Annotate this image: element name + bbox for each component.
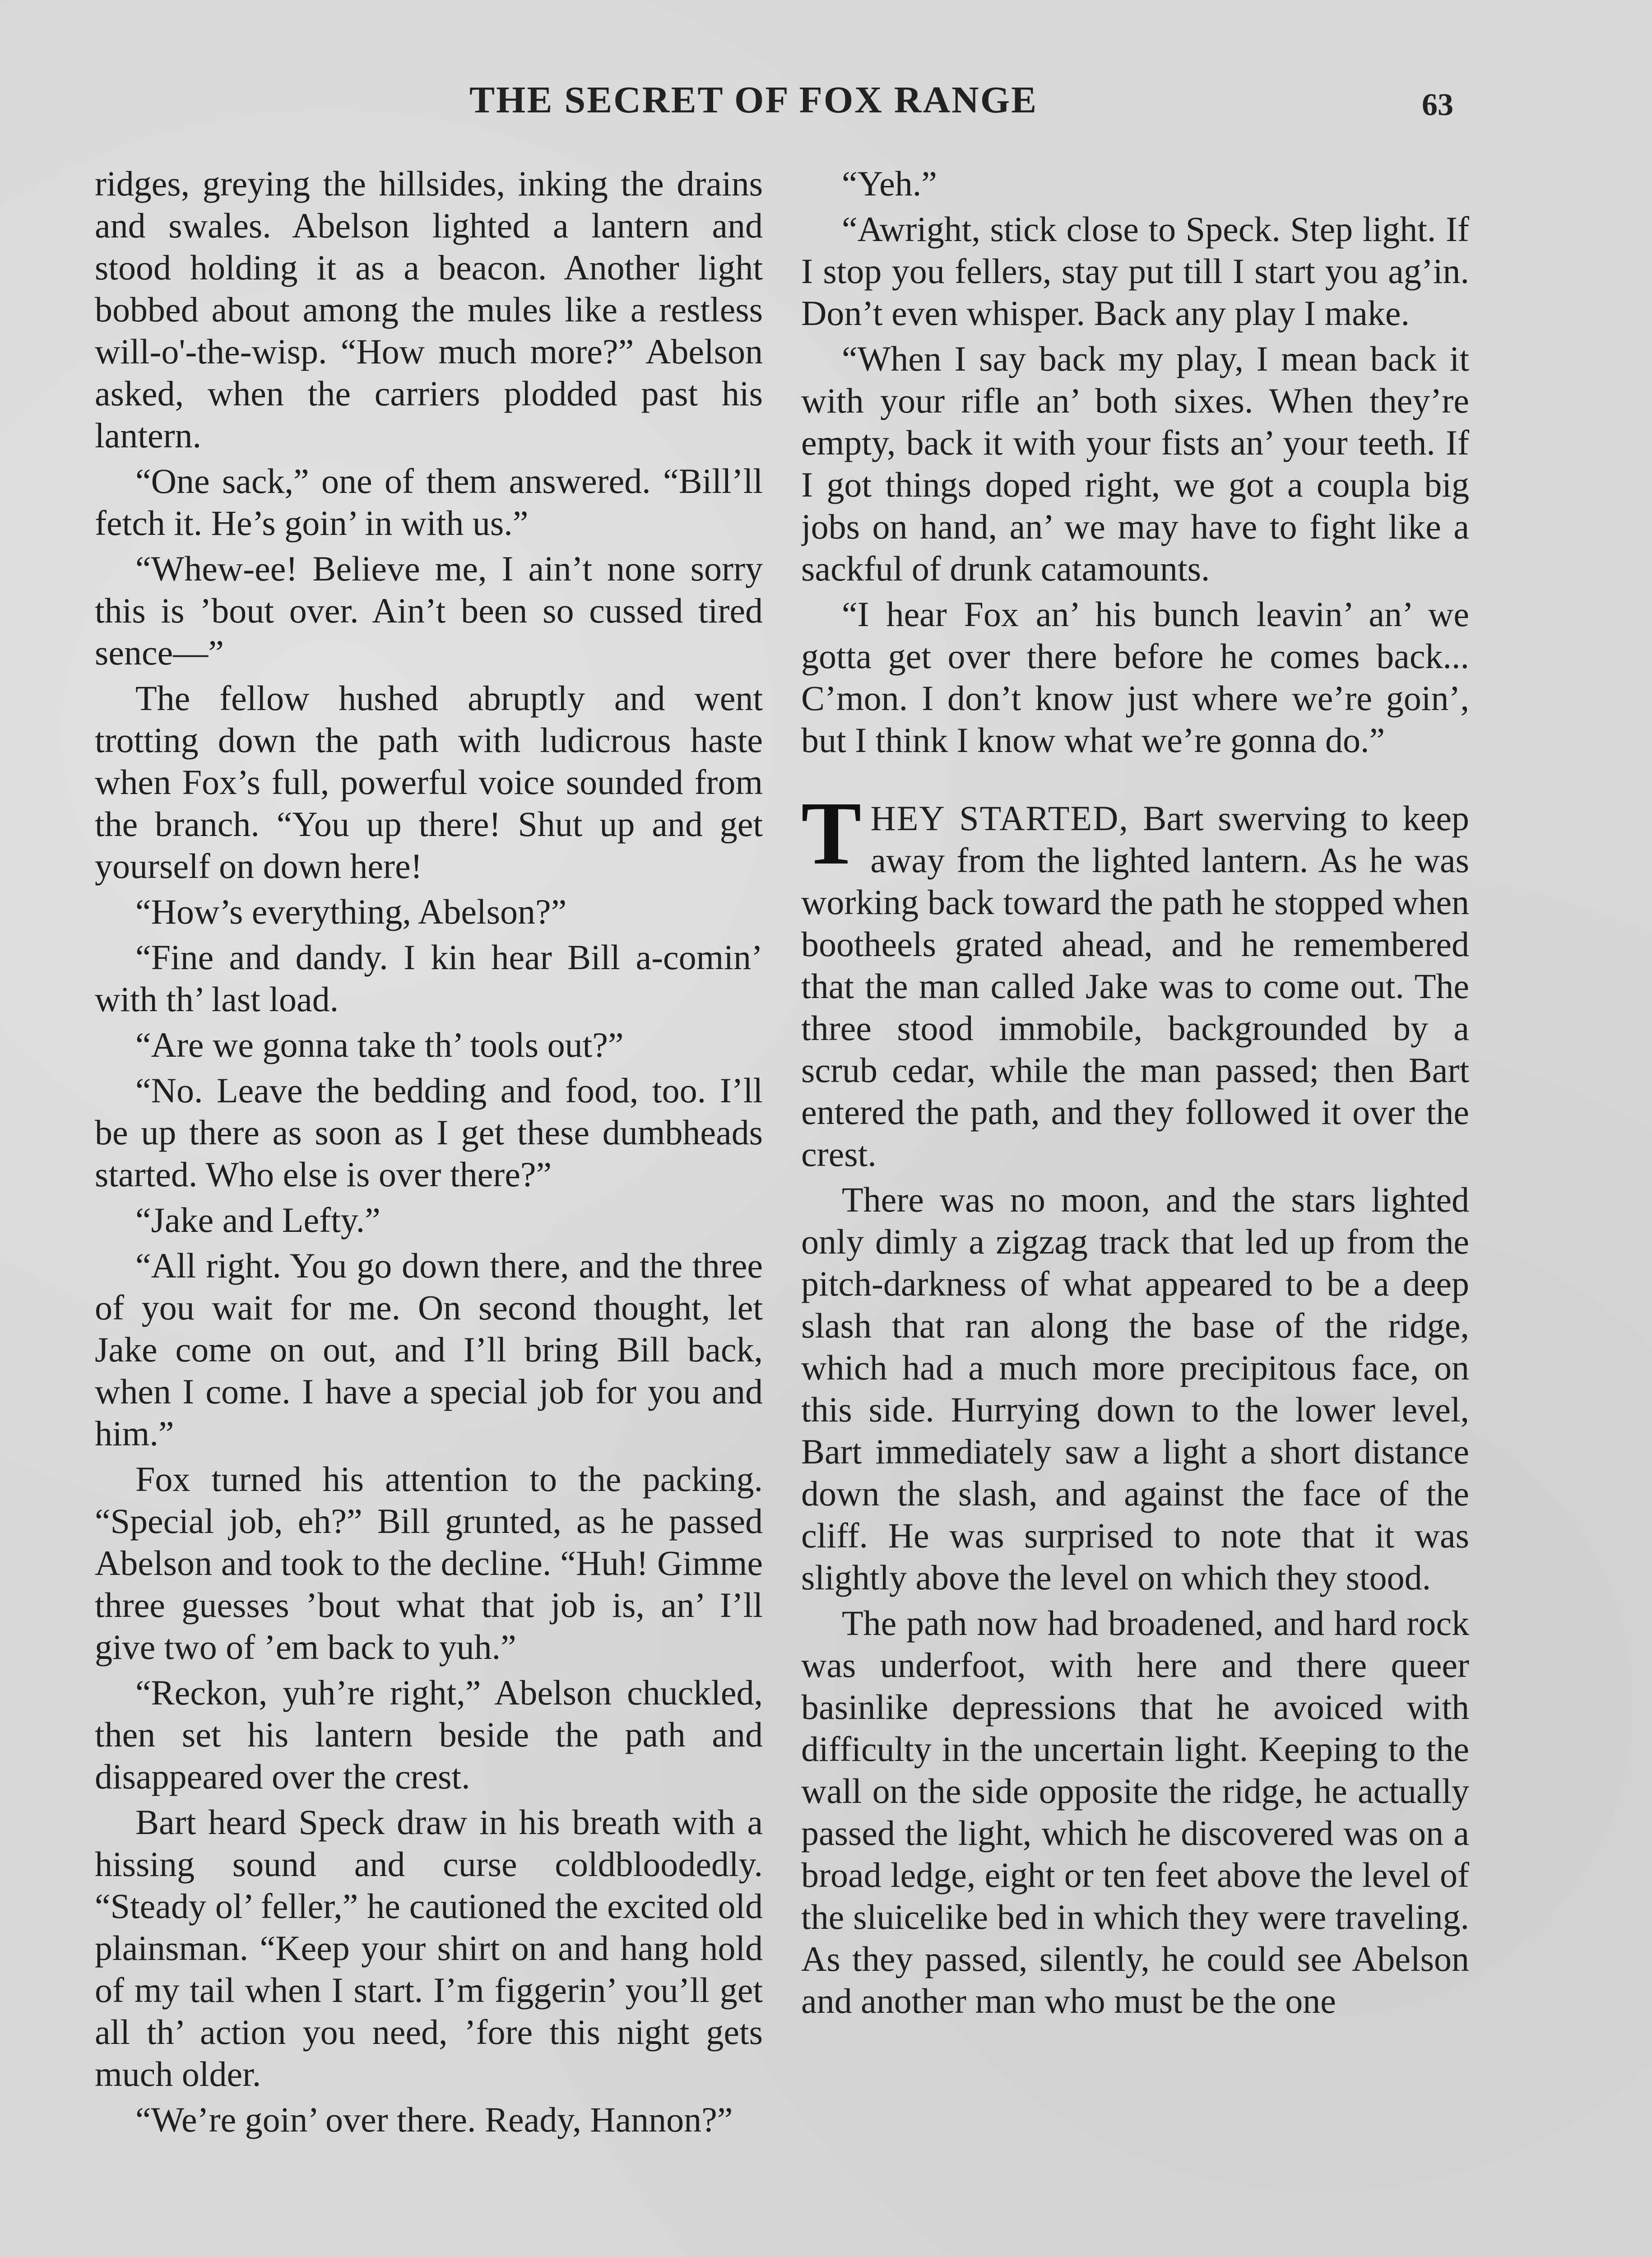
paragraph: “I hear Fox an’ his bunch leavin’ an’ we gotta get over there before he comes back... C’mon. I don’t know just where we’re goin’, but I think I know what we’re gonna do.” — [801, 594, 1469, 760]
section-opening-text: Bart swerving to keep away from the lighted lantern. As he was working back toward the path he stopped when bootheels grated ahead, and he remembered that the man called Jake was to come out. The three stood immobile, backgrounded by a scrub cedar, while the man passed; then Bart entered the path, and they followed it over the crest. — [801, 799, 1469, 1174]
paragraph: “When I say back my play, I mean back it with your rifle an’ both sixes. When they’re empty, back it with your fists an’ your teeth. If I got things doped right, we got a coupla big jobs on hand, an’ we may have to fight like a sackful of drunk catamounts. — [801, 339, 1469, 588]
paragraph: “Yeh.” — [842, 164, 937, 203]
paragraph: “No. Leave the bedding and food, too. I’ll be up there as soon as I get these dumbheads started. Who else is over there?” — [95, 1071, 763, 1194]
left-column — [95, 163, 763, 2257]
lead-in-caps: HEY STARTED, — [870, 799, 1129, 838]
paragraph: “How’s everything, Abelson?” — [135, 892, 567, 931]
paragraph: “Are we gonna take th’ tools out?” — [135, 1025, 624, 1064]
paragraph: “Jake and Lefty.” — [135, 1200, 381, 1240]
paragraph: The path now had broadened, and hard rock was underfoot, with here and there queer basinlike depressions that he avoiced with difficulty in the uncertain light. Keeping to the wall on the side opposite the ridge, he actually passed the light, which he discovered was on a broad ledge, eight or ten feet above the level of the sluicelike bed in which they were traveling. As they passed, silently, he could see Abelson and another man who must be the one — [801, 1603, 1469, 2020]
right-column — [801, 163, 1469, 2257]
paragraph: “We’re goin’ over there. Ready, Hannon?” — [135, 2100, 733, 2139]
drop-cap: T — [801, 784, 862, 883]
paragraph: Fox turned his attention to the packing. “Special job, eh?” Bill grunted, as he passed Abelson and took to the decline. “Huh! Gimme three guesses ’bout what that job is, an’ I’ll give two of ’em back to yuh.” — [95, 1459, 763, 1667]
page-number: 63 — [1422, 88, 1453, 122]
paragraph: The fellow hushed abruptly and went trotting down the path with ludicrous haste when Fox’s full, powerful voice sounded from the branch. “You up there! Shut up and get yourself on down here! — [95, 678, 763, 886]
paragraph: ridges, greying the hillsides, inking the drains and swales. Abelson lighted a lantern and stood holding it as a beacon. Another light bobbed about among the mules like a restless will-o'-the-wisp. “How much more?” Abelson asked, when the carriers plodded past his lantern. — [95, 164, 763, 455]
paragraph: “Fine and dandy. I kin hear Bill a-comin’ with th’ last load. — [95, 938, 763, 1019]
paragraph: “Whew-ee! Believe me, I ain’t none sorry this is ’bout over. Ain’t been so cussed tired sence—” — [95, 549, 763, 672]
running-title: THE SECRET OF FOX RANGE — [469, 79, 1038, 121]
section-opening-paragraph — [801, 784, 1469, 1175]
paragraph: “All right. You go down there, and the three of you wait for me. On second thought, let Jake come on out, and I’ll bring Bill back, when I come. I have a special job for you and him.” — [95, 1246, 763, 1453]
paragraph: There was no moon, and the stars lighted only dimly a zigzag track that led up from the pitch-darkness of what appeared to be a deep slash that ran along the base of the ridge, which had a much more precipitous face, on this side. Hurrying down to the lower level, Bart immediately saw a light a short distance down the slash, and against the face of the cliff. He was surprised to note that it was slightly above the level on which they stood. — [801, 1180, 1469, 1597]
paragraph: “One sack,” one of them answered. “Bill’ll fetch it. He’s goin’ in with us.” — [95, 461, 763, 543]
paragraph: “Awright, stick close to Speck. Step light. If I stop you fellers, stay put till I start you ag’in. Don’t even whisper. Back any play I make. — [801, 209, 1469, 333]
page-header — [0, 74, 1652, 129]
paragraph: “Reckon, yuh’re right,” Abelson chuckled, then set his lantern beside the path and disappeared over the crest. — [95, 1673, 763, 1796]
paragraph: Bart heard Speck draw in his breath with a hissing sound and curse coldbloodedly. “Steady ol’ feller,” he cautioned the excited old plainsman. “Keep your shirt on and hang hold of my tail when I start. I’m figgerin’ you’ll get all th’ action you need, ’fore this night gets much older. — [95, 1802, 763, 2094]
